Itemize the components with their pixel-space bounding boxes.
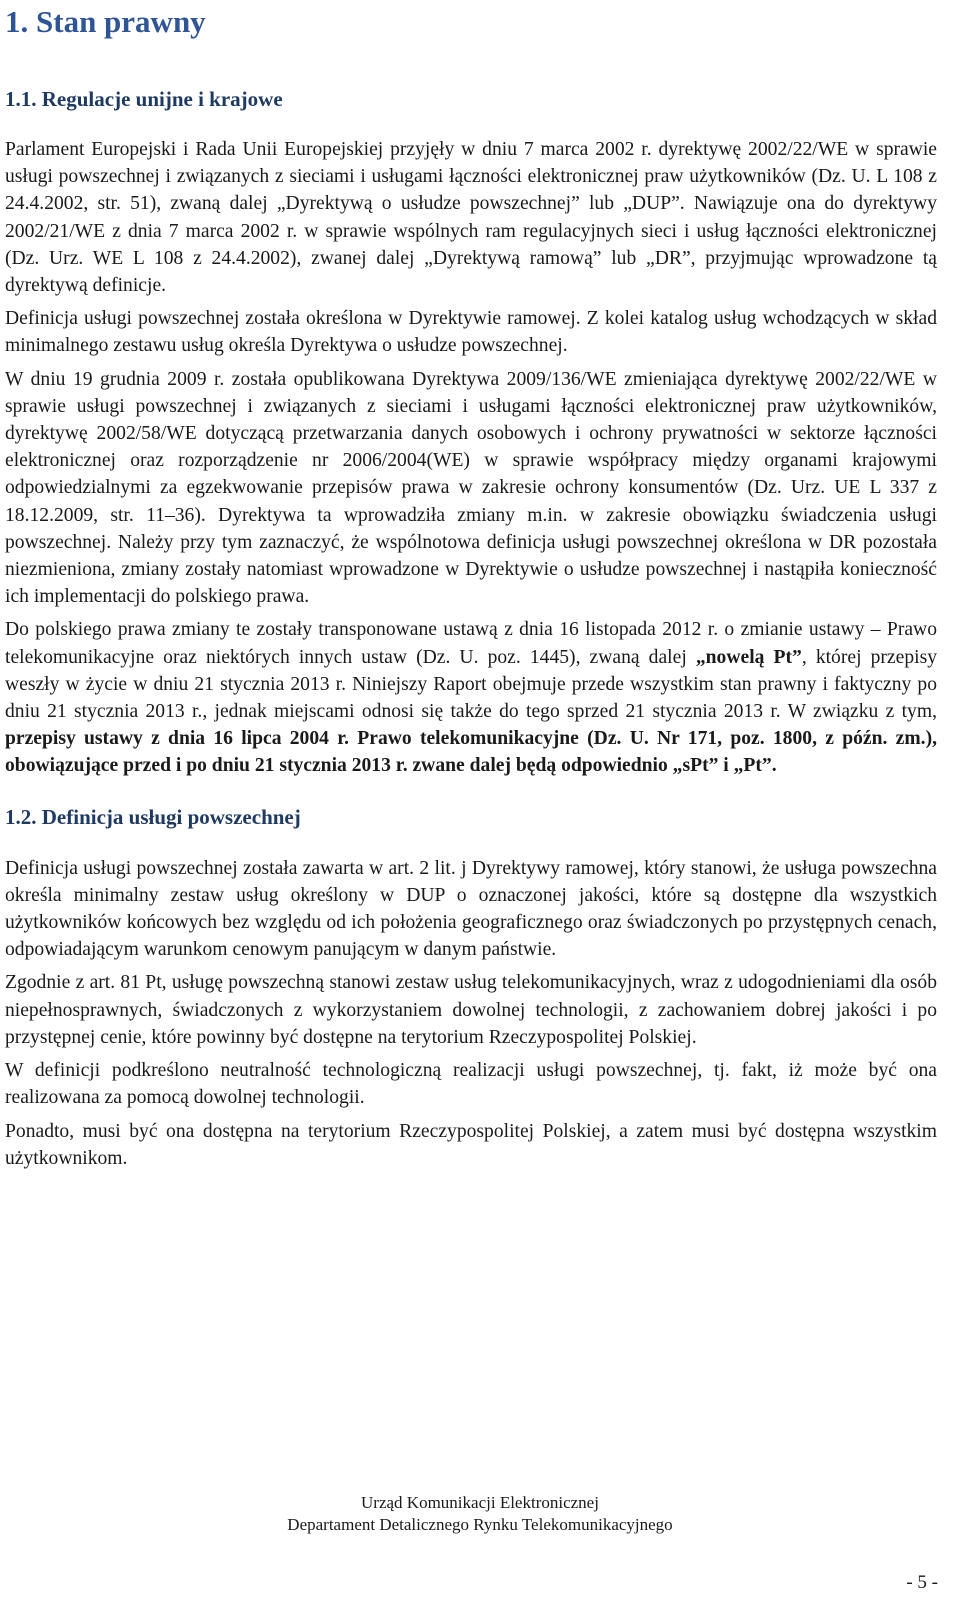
subsection-heading-definicja: 1.2. Definicja usługi powszechnej [5,804,301,829]
footer-organization: Urząd Komunikacji Elektronicznej [361,1493,599,1512]
page-number: - 5 - [906,1572,938,1593]
document-page [5,0,937,1172]
paragraph-dup-intro: Parlament Europejski i Rada Unii Europejskiej przyjęły w dniu 7 marca 2002 r. dyrektywę 2002/22/WE w sprawie usługi powszechnej i związanych z sieciami i usługami łączności elektronicznej praw użytkowników (Dz. U. L 108 z 24.4.2002, str. 51), zwaną dalej „Dyrektywą o usłudze powszechnej” lub „DUP”. Nawiązuje ona do dyrektywy 2002/21/WE z dnia 7 marca 2002 r. w sprawie wspólnych ram regulacyjnych sieci i usług łączności elektronicznej (Dz. Urz. WE L 108 z 24.4.2002), zwanej dalej „Dyrektywą ramową” lub „DR”, przyjmując wprowadzone tą dyrektywą definicje. [5,139,937,297]
bold-term-nowela: „nowelą Pt” [695,646,802,668]
paragraph-dyrektywa-2009: W dniu 19 grudnia 2009 r. została opublikowana Dyrektywa 2009/136/WE zmieniająca dyrektywę 2002/22/WE w sprawie usługi powszechnej i związanych z sieciami i usługami łączności elektronicznej praw użytkowników, dyrektywę 2002/58/WE dotyczącą przetwarzania danych osobowych i ochrony prywatności w sektorze łączności elektronicznej oraz rozporządzenie nr 2006/2004(WE) w sprawie współpracy między organami krajowymi odpowiedzialnymi za egzekwowanie przepisów prawa w zakresie ochrony konsumentów (Dz. Urz. UE L 337 z 18.12.2009, str. 11–36). Dyrektywa ta wprowadziła zmiany m.in. w zakresie obowiązku świadczenia usługi powszechnej. Należy przy tym zaznaczyć, że wspólnotowa definicja usługi powszechnej określona w DR pozostała niezmieniona, zmiany zostały natomiast wprowadzone w Dyrektywie o usłudze powszechnej i nastąpiła konieczność ich implementacji do polskiego prawa. [5,368,937,608]
paragraph-transpozycja [5,616,937,779]
paragraph-definicja-art2: Definicja usługi powszechnej została zawarta w art. 2 lit. j Dyrektywy ramowej, który stanowi, że usługa powszechna określa minimalny zestaw usług określony w DUP o oznaczonej jakości, które są dostępne dla wszystkich użytkowników końcowych bez względu od ich położenia geograficznego oraz świadczonych po przystępnych cenach, odpowiadającym warunkom cenowym panującym w danym państwie. [5,857,937,961]
paragraph-text: , której przepisy weszły w życie w dniu 21 stycznia 2013 r. Niniejszy Raport obejmuje przede wszystkim stan prawny i faktyczny po dniu 21 stycznia 2013 r., jednak miejscami odnosi się także do tego sprzed 21 stycznia 2013 r. W związku z tym, [5,646,937,723]
paragraph-dostepnosc: Ponadto, musi być ona dostępna na terytorium Rzeczypospolitej Polskiej, a zatem musi być dostępna wszystkim użytkownikom. [5,1120,937,1169]
bold-term-spt-pt: przepisy ustawy z dnia 16 lipca 2004 r. Prawo telekomunikacyjne (Dz. U. Nr 171, poz. 1800, z późn. zm.), obowiązujące przed i po dniu 21 stycznia 2013 r. zwane dalej będą odpowiednio „sPt” i „Pt”. [5,728,937,777]
footer-department: Departament Detalicznego Rynku Telekomunikacyjnego [287,1515,673,1534]
paragraph-definicja-dr: Definicja usługi powszechnej została określona w Dyrektywie ramowej. Z kolei katalog usług wchodzących w skład minimalnego zestawu usług określa Dyrektywa o usłudze powszechnej. [5,308,937,357]
paragraph-neutralnosc: W definicji podkreślono neutralność technologiczną realizacji usługi powszechnej, tj. fakt, iż może być ona realizowana za pomocą dowolnej technologii. [5,1060,937,1109]
subsection-heading-regulacje: 1.1. Regulacje unijne i krajowe [5,87,283,111]
paragraph-art81: Zgodnie z art. 81 Pt, usługę powszechną stanowi zestaw usług telekomunikacyjnych, wraz z udogodnieniami dla osób niepełnosprawnych, świadczonych z wykorzystaniem dowolnej technologii, z zachowaniem dobrej jakości i po przystępnej cenie, które powinny być dostępne na terytorium Rzeczypospolitej Polskiej. [5,972,937,1048]
section-heading-stan-prawny: 1. Stan prawny [5,4,206,39]
paragraph-text: Do polskiego prawa zmiany te zostały transponowane ustawą z dnia 16 listopada 2012 r. o zmianie ustawy – Prawo telekomunikacyjne oraz niektórych innych ustaw (Dz. U. poz. 1445), zwaną dalej [5,619,937,668]
